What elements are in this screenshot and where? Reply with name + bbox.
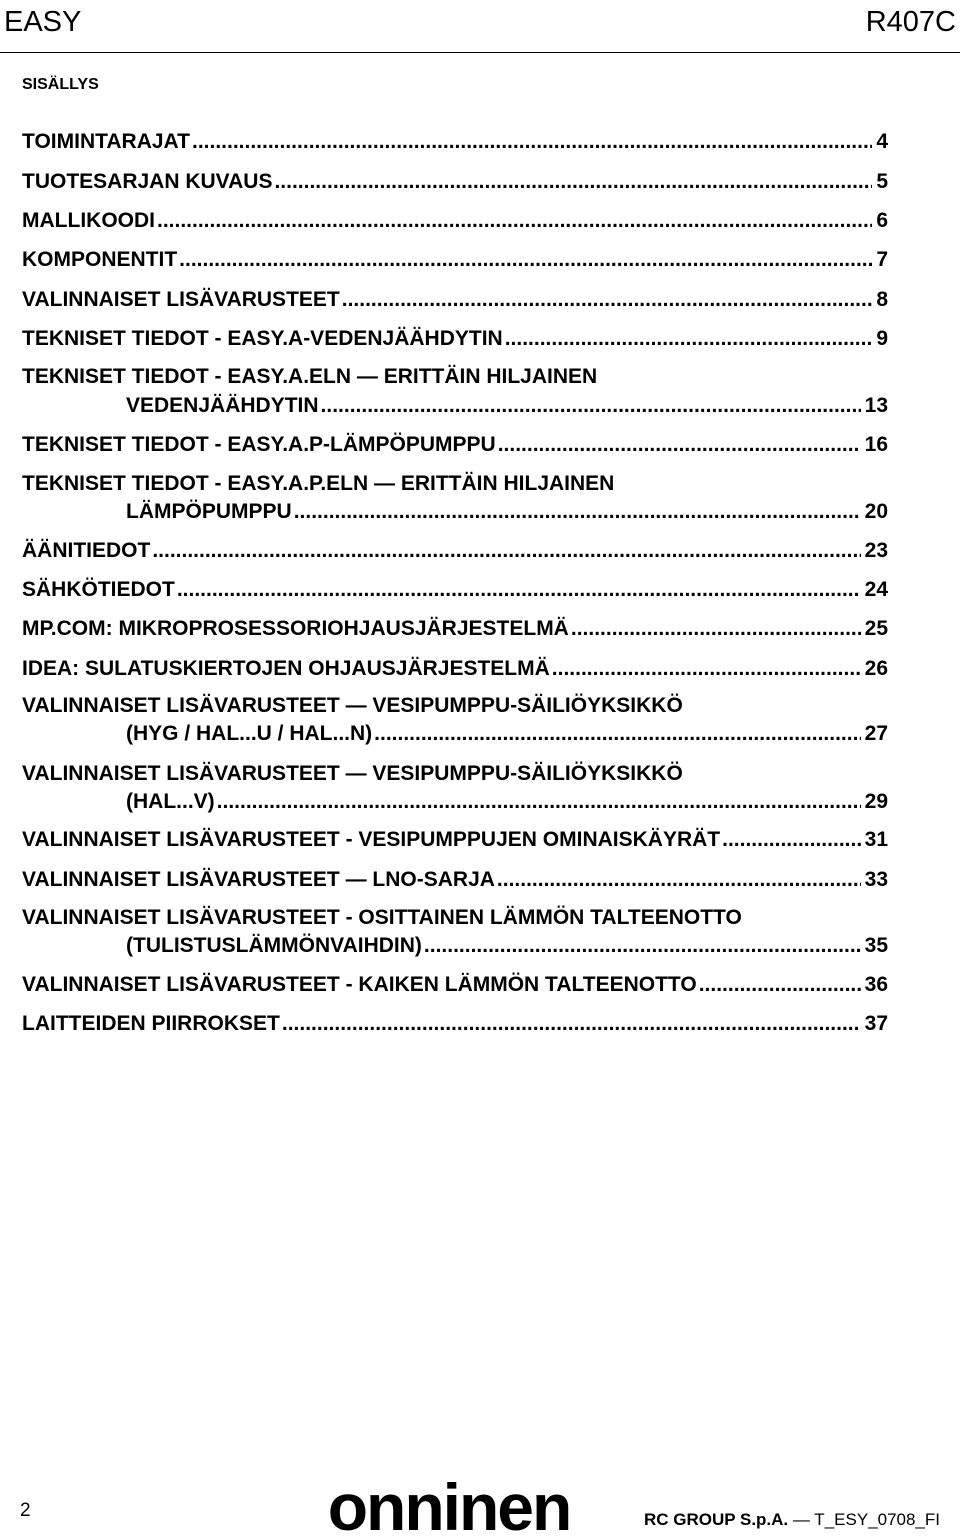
toc-page-number: 29 xyxy=(864,790,888,813)
toc-entry[interactable] xyxy=(22,576,888,602)
company-name: RC GROUP S.p.A. xyxy=(643,1510,789,1529)
toc-entry[interactable] xyxy=(22,655,888,681)
toc-entry-title xyxy=(22,363,902,389)
toc-entry[interactable] xyxy=(22,431,888,457)
dot-leader xyxy=(498,433,861,457)
toc-entry[interactable] xyxy=(126,498,888,524)
dot-leader xyxy=(374,722,860,746)
toc-page-number: 9 xyxy=(876,327,888,350)
dot-leader xyxy=(294,500,861,524)
document-code: — T_ESY_0708_FI xyxy=(792,1510,940,1529)
toc-entry-text: TUOTESARJAN KUVAUS xyxy=(22,170,273,193)
toc-page-number: 36 xyxy=(864,973,888,996)
toc-entry[interactable] xyxy=(22,286,888,312)
toc-page-number: 20 xyxy=(864,500,888,523)
dot-leader xyxy=(192,130,872,154)
toc-page-number: 23 xyxy=(864,539,888,562)
toc-entry[interactable] xyxy=(22,615,888,641)
toc-page-number: 16 xyxy=(864,433,888,456)
toc-entry-text: TOIMINTARAJAT xyxy=(22,130,190,153)
toc-page-number: 6 xyxy=(876,209,888,232)
toc-page-number: 4 xyxy=(876,130,888,153)
toc-entry-text: KOMPONENTIT xyxy=(22,248,178,271)
toc-page-number: 13 xyxy=(864,394,888,417)
dot-leader xyxy=(282,1012,861,1036)
dot-leader xyxy=(157,209,872,233)
toc-heading: SISÄLLYS xyxy=(22,76,99,93)
toc-entry[interactable] xyxy=(22,1010,888,1036)
toc-entry[interactable] xyxy=(22,128,888,154)
logo-wordmark: onninen xyxy=(327,1480,571,1536)
toc-entry-title xyxy=(22,470,902,496)
toc-page-number: 37 xyxy=(864,1012,888,1035)
toc-entry-text-continued: (HYG / HAL...U / HAL...N) xyxy=(126,722,373,745)
dot-leader xyxy=(274,170,872,194)
toc-page-number: 31 xyxy=(864,828,888,851)
toc-entry[interactable] xyxy=(22,325,888,351)
toc-page-number: 8 xyxy=(876,288,888,311)
toc-entry[interactable] xyxy=(22,537,888,563)
toc-entry-text: MP.COM: MIKROPROSESSORIOHJAUSJÄRJESTELMÄ xyxy=(22,617,569,640)
toc-entry-title xyxy=(22,904,902,930)
toc-entry-text: VALINNAISET LISÄVARUSTEET — VESIPUMPPU-SÄILIÖYKSIKKÖ xyxy=(22,762,683,785)
toc-entry-text: TEKNISET TIEDOT - EASY.A.P-LÄMPÖPUMPPU xyxy=(22,433,496,456)
toc-page-number: 27 xyxy=(864,722,888,745)
toc-entry[interactable] xyxy=(22,168,888,194)
dot-leader xyxy=(217,790,861,814)
dot-leader xyxy=(152,539,860,563)
dot-leader xyxy=(505,327,873,351)
dot-leader xyxy=(497,868,861,892)
toc-entry-text: TEKNISET TIEDOT - EASY.A-VEDENJÄÄHDYTIN xyxy=(22,327,503,350)
toc-entry-text: IDEA: SULATUSKIERTOJEN OHJAUSJÄRJESTELMÄ xyxy=(22,657,550,680)
page-number: 2 xyxy=(20,1500,31,1521)
toc-entry-text: VALINNAISET LISÄVARUSTEET — VESIPUMPPU-SÄILIÖYKSIKKÖ xyxy=(22,694,683,717)
dot-leader xyxy=(552,657,861,681)
dot-leader xyxy=(177,578,861,602)
toc-entry[interactable] xyxy=(22,246,888,272)
toc-entry[interactable] xyxy=(126,392,888,418)
toc-entry[interactable] xyxy=(22,866,888,892)
toc-page-number: 24 xyxy=(864,578,888,601)
toc-entry[interactable] xyxy=(126,720,888,746)
toc-entry-text: SÄHKÖTIEDOT xyxy=(22,578,175,601)
toc-entry-text: MALLIKOODI xyxy=(22,209,155,232)
toc-page-number: 35 xyxy=(864,934,888,957)
header-product-name: EASY xyxy=(4,6,82,38)
toc-entry-text-continued: LÄMPÖPUMPPU xyxy=(126,500,292,523)
toc-entry-text: VALINNAISET LISÄVARUSTEET - OSITTAINEN LÄMMÖN TALTEENOTTO xyxy=(22,906,742,929)
toc-entry[interactable] xyxy=(126,932,888,958)
dot-leader xyxy=(722,828,861,852)
toc-entry-text: VALINNAISET LISÄVARUSTEET xyxy=(22,288,340,311)
dot-leader xyxy=(179,248,872,272)
toc-page-number: 5 xyxy=(876,170,888,193)
toc-entry-text-continued: (TULISTUSLÄMMÖNVAIHDIN) xyxy=(126,934,422,957)
dot-leader xyxy=(424,934,861,958)
toc-entry[interactable] xyxy=(22,826,888,852)
toc-page-number: 26 xyxy=(864,657,888,680)
header-refrigerant: R407C xyxy=(865,6,956,38)
toc-entry-text: ÄÄNITIEDOT xyxy=(22,539,151,562)
toc-page-number: 7 xyxy=(876,248,888,271)
toc-entry-text: TEKNISET TIEDOT - EASY.A.ELN — ERITTÄIN HILJAINEN xyxy=(22,365,598,388)
toc-entry-text: TEKNISET TIEDOT - EASY.A.P.ELN — ERITTÄIN HILJAINEN xyxy=(22,472,615,495)
onninen-logo xyxy=(298,1480,600,1536)
toc-entry-text-continued: VEDENJÄÄHDYTIN xyxy=(126,394,319,417)
toc-page-number: 33 xyxy=(864,868,888,891)
toc-entry-title xyxy=(22,760,902,786)
dot-leader xyxy=(571,617,861,641)
dot-leader xyxy=(321,394,861,418)
footer-document-info xyxy=(644,1510,940,1530)
toc-entry-text: VALINNAISET LISÄVARUSTEET - KAIKEN LÄMMÖN TALTEENOTTO xyxy=(22,973,697,996)
toc-entry[interactable] xyxy=(126,788,888,814)
toc-entry[interactable] xyxy=(22,971,888,997)
dot-leader xyxy=(342,288,873,312)
toc-entry-title xyxy=(22,692,902,718)
toc-entry[interactable] xyxy=(22,207,888,233)
toc-entry-text-continued: (HAL...V) xyxy=(126,790,215,813)
toc-entry-text: VALINNAISET LISÄVARUSTEET - VESIPUMPPUJEN OMINAISKÄYRÄT xyxy=(22,828,721,851)
toc-page-number: 25 xyxy=(864,617,888,640)
toc-entry-text: LAITTEIDEN PIIRROKSET xyxy=(22,1012,280,1035)
toc-entry-text: VALINNAISET LISÄVARUSTEET — LNO-SARJA xyxy=(22,868,495,891)
dot-leader xyxy=(699,973,861,997)
